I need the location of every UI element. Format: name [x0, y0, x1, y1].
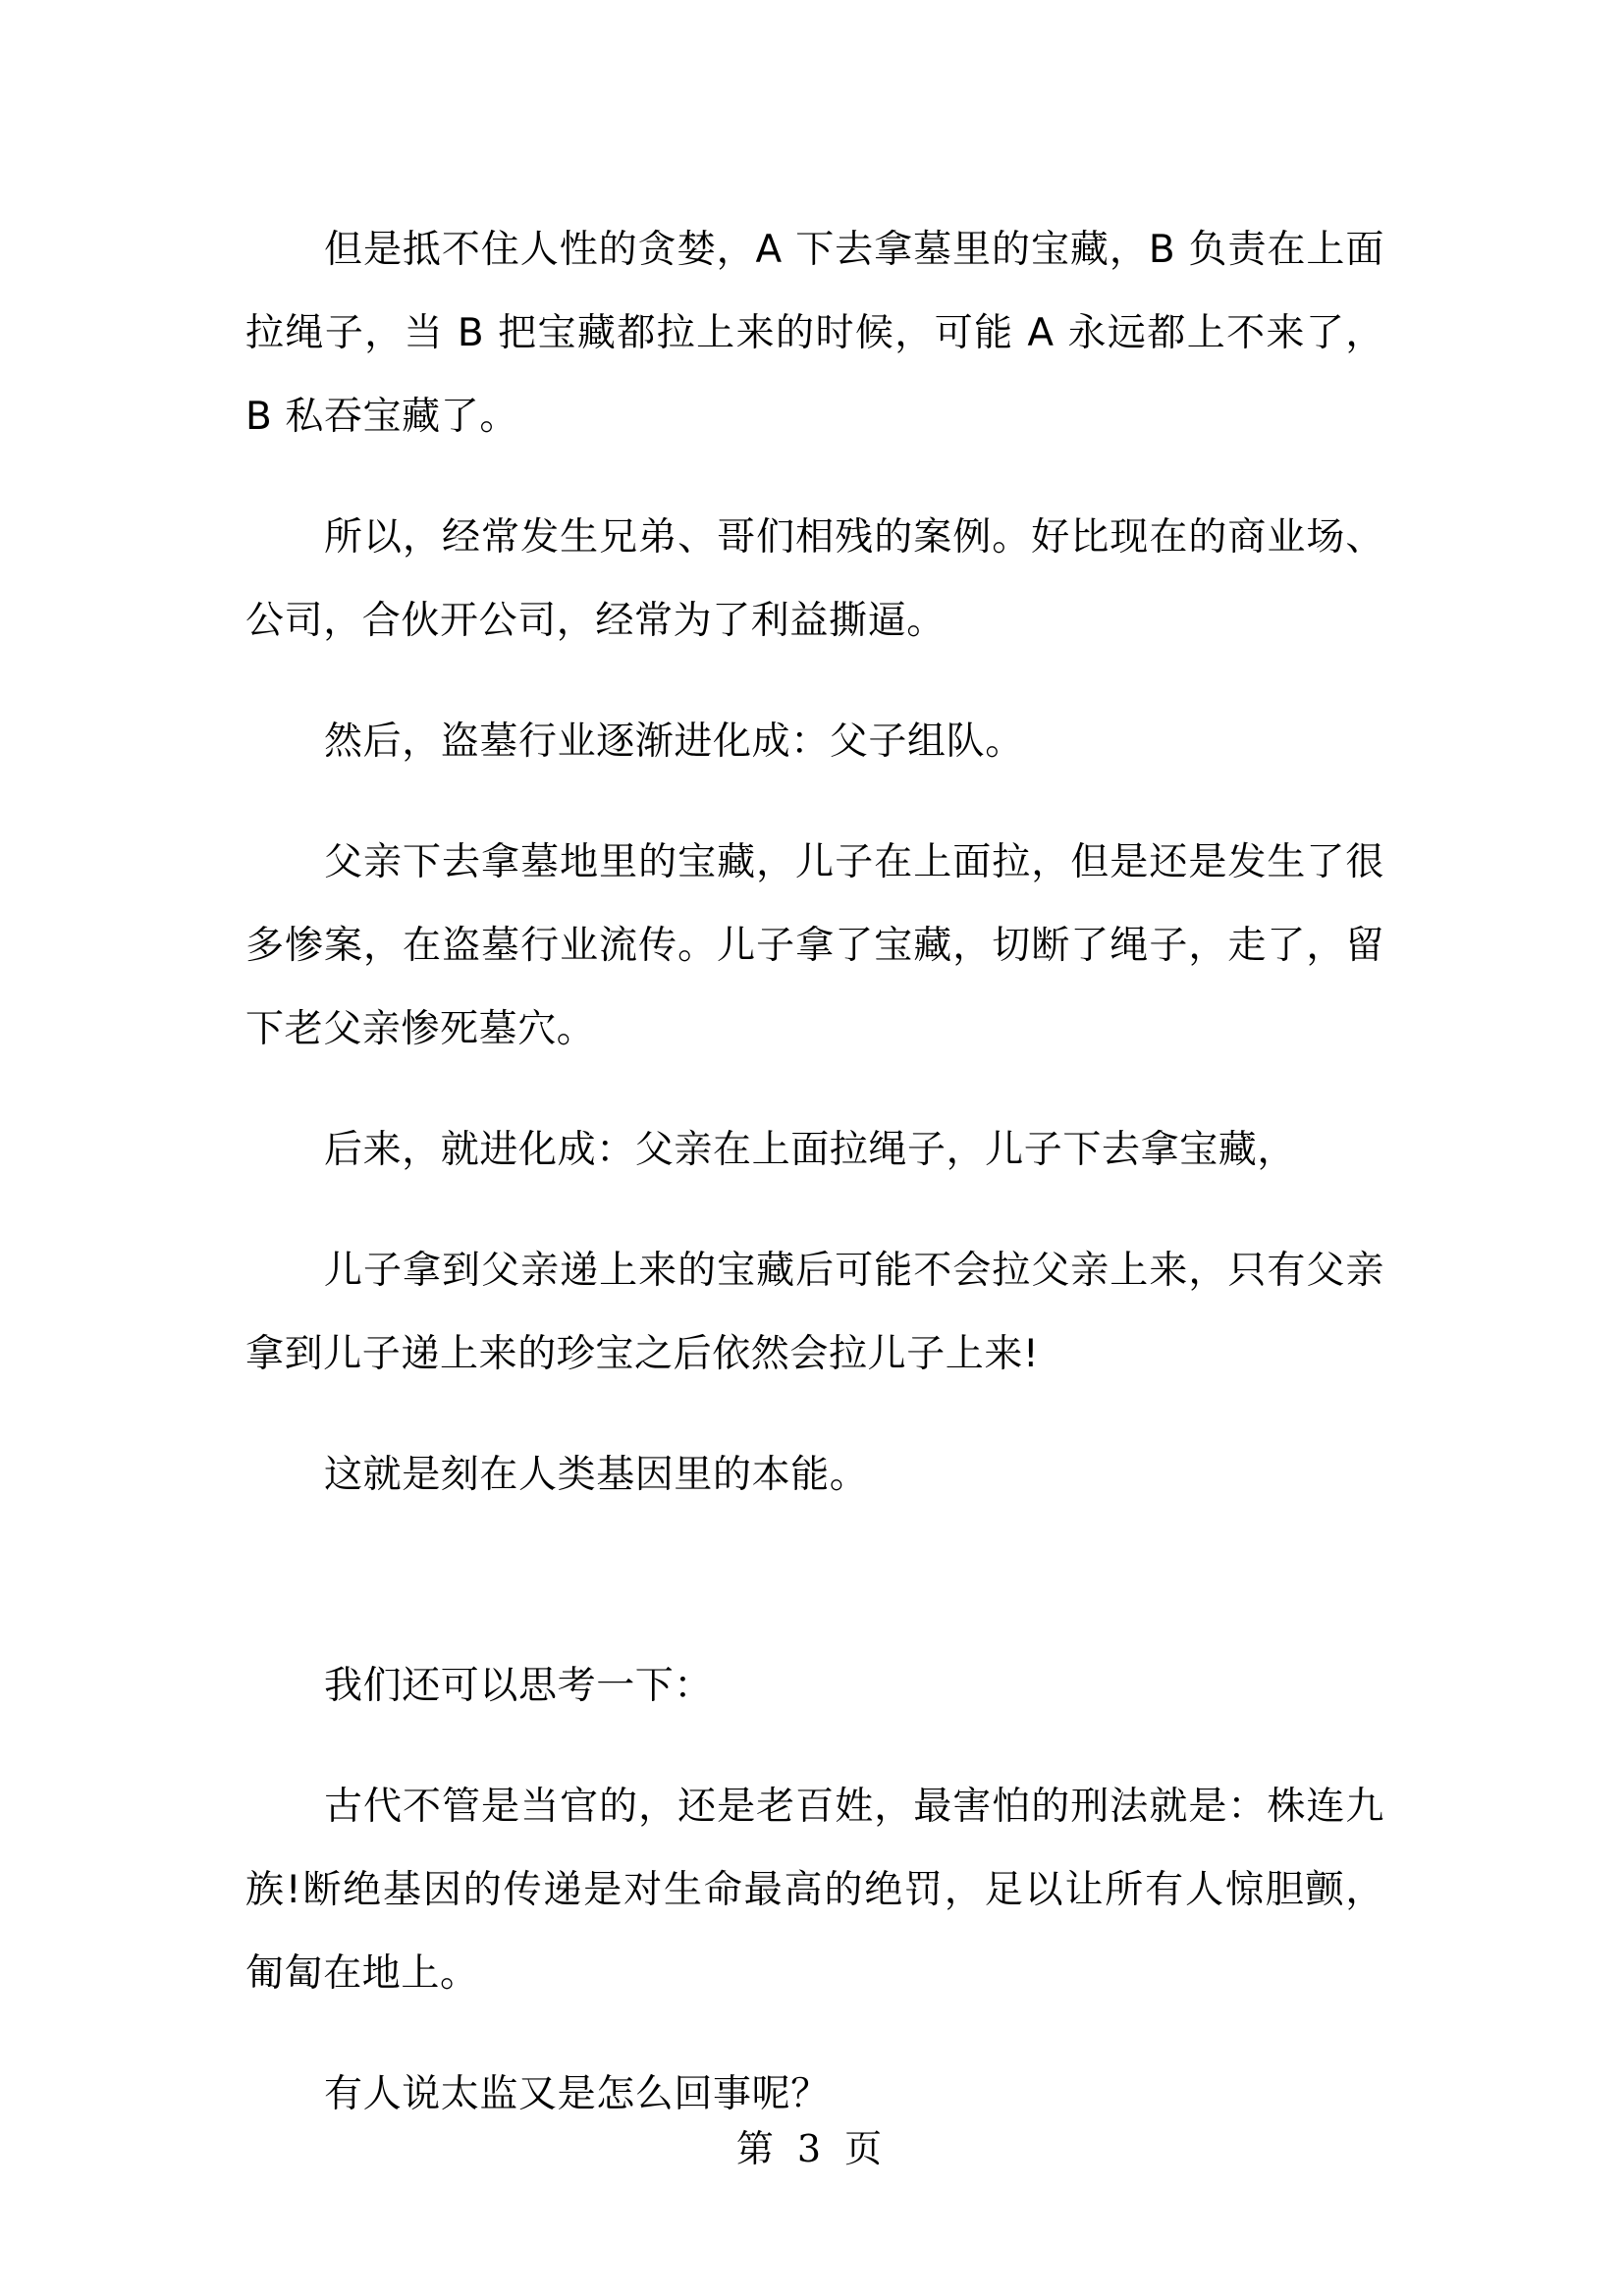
paragraph-10: 有人说太监又是怎么回事呢？ — [324, 2072, 830, 2116]
page-number: 第 3 页 — [735, 2127, 889, 2170]
paragraph-5: 后来，就进化成：父亲在上面拉绳子，儿子下去拿宝藏， — [324, 1128, 1297, 1172]
paragraph-6: 儿子拿到父亲递上来的宝藏后可能不会拉父亲上来，只有父亲拿到儿子递上来的珍宝之后依然会拉儿子上来! — [245, 1249, 1384, 1376]
blank-line — [245, 1554, 1384, 1644]
paragraph-4: 父亲下去拿墓地里的宝藏，儿子在上面拉，但是还是发生了很多惨案，在盗墓行业流传。儿子拿了宝藏，切断了绳子，走了，留下老父亲惨死墓穴。 — [245, 840, 1384, 1051]
paragraph-8: 我们还可以思考一下： — [324, 1664, 714, 1708]
paragraph-1: 但是抵不住人性的贪婪，A 下去拿墓里的宝藏，B 负责在上面拉绳子，当 B 把宝藏都拉上来的时候，可能 A 永远都上不来了，B 私吞宝藏了。 — [245, 228, 1384, 439]
paragraph-3: 然后，盗墓行业逐渐进化成：父子组队。 — [324, 720, 1024, 764]
paragraph-2: 所以，经常发生兄弟、哥们相残的案例。好比现在的商业场、公司，合伙开公司，经常为了利益撕逼。 — [245, 515, 1384, 643]
document-body — [245, 208, 1384, 2173]
paragraph-7: 这就是刻在人类基因里的本能。 — [324, 1453, 869, 1497]
paragraph-9: 古代不管是当官的，还是老百姓，最害怕的刑法就是：株连九族!断绝基因的传递是对生命最高的绝罚，足以让所有人惊胆颤，匍匐在地上。 — [245, 1785, 1384, 1996]
